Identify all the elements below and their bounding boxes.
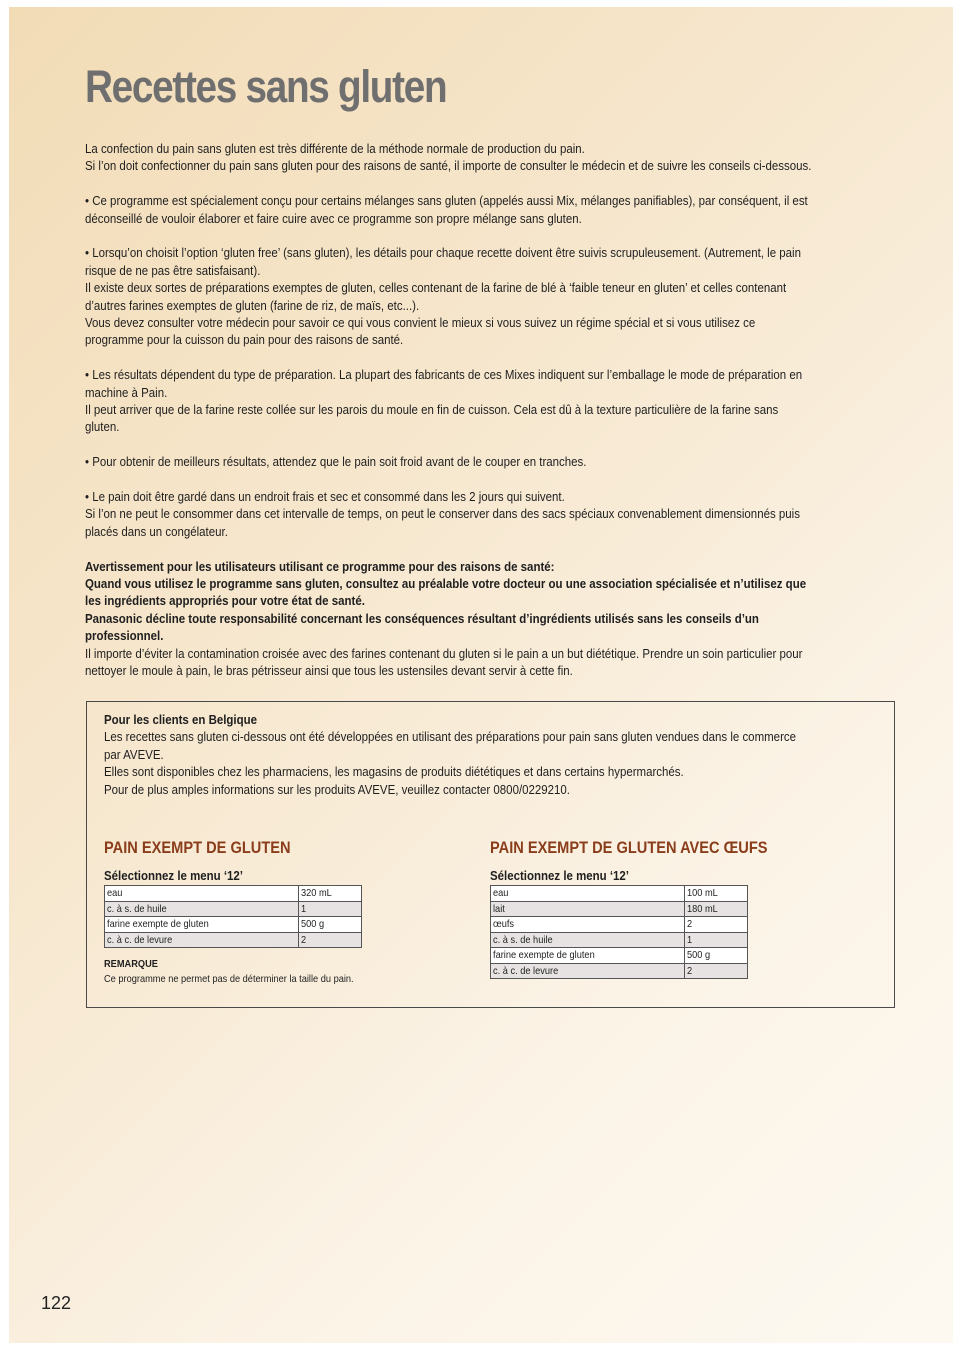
- belgium-notice: [104, 711, 884, 798]
- bullet-line: Vous devez consulter votre médecin pour savoir ce qui vous convient le mieux si vous suivez un régime spécial et si vous utilisez ce: [85, 315, 756, 331]
- bullet-line: d’autres farines exemptes de gluten (farine de riz, de maïs, etc...).: [85, 297, 420, 313]
- ingredient-quantity: 500 g: [299, 917, 362, 933]
- ingredient-quantity: 2: [299, 932, 362, 948]
- ingredients-table: [104, 885, 362, 948]
- bullet-line: • Le pain doit être gardé dans un endroit frais et sec et consommé dans les 2 jours qui suivent.: [85, 489, 565, 505]
- recipe-title: PAIN EXEMPT DE GLUTEN AVEC ŒUFS: [490, 838, 768, 857]
- ingredient-name: c. à s. de huile: [491, 932, 685, 948]
- ingredient-quantity: 1: [299, 901, 362, 917]
- belgium-line: par AVEVE.: [104, 746, 164, 762]
- menu-selection: Sélectionnez le menu ‘12’: [490, 868, 630, 883]
- bullet-item: [85, 453, 897, 470]
- ingredient-name: œufs: [491, 917, 685, 933]
- ingredient-quantity: 2: [685, 917, 748, 933]
- ingredient-quantity: 1: [685, 932, 748, 948]
- ingredient-name: c. à c. de levure: [491, 963, 685, 979]
- bullet-line: machine à Pain.: [85, 384, 168, 400]
- warning-line: professionnel.: [85, 628, 164, 644]
- ingredient-name: c. à c. de levure: [105, 932, 299, 948]
- table-row: [105, 932, 362, 948]
- ingredient-name: farine exempte de gluten: [105, 917, 299, 933]
- menu-selection: Sélectionnez le menu ‘12’: [104, 868, 244, 883]
- intro-paragraph: [85, 140, 897, 175]
- warning-line: Avertissement pour les utilisateurs utilisant ce programme pour des raisons de santé:: [85, 558, 555, 574]
- belgium-heading: Pour les clients en Belgique: [104, 712, 258, 727]
- belgium-line: Les recettes sans gluten ci-dessous ont été développées en utilisant des préparations pour pain sans gluten vendues dans le commerce: [104, 729, 797, 745]
- ingredient-name: eau: [491, 886, 685, 902]
- ingredient-quantity: 180 mL: [685, 901, 748, 917]
- intro-line: La confection du pain sans gluten est très différente de la méthode normale de production du pain.: [85, 141, 585, 156]
- bullet-line: déconseillé de vouloir élaborer et faire cuire avec ce programme son propre mélange sans gluten.: [85, 210, 582, 226]
- table-row: [491, 901, 748, 917]
- table-row: [105, 901, 362, 917]
- table-row: [491, 932, 748, 948]
- table-row: [491, 917, 748, 933]
- ingredients-table: [490, 885, 748, 979]
- ingredient-quantity: 500 g: [685, 948, 748, 964]
- ingredient-name: c. à s. de huile: [105, 901, 299, 917]
- recipes-box: [86, 701, 895, 1008]
- intro-line: Si l’on doit confectionner du pain sans gluten pour des raisons de santé, il importe de consulter le médecin et de suivre les conseils ci-dessous.: [85, 158, 812, 174]
- bullet-line: risque de ne pas être satisfaisant).: [85, 262, 261, 278]
- warning-note-line: nettoyer le moule à pain, le bras pétrisseur ainsi que tous les ustensiles devant servir à cette fin.: [85, 663, 573, 679]
- recipe-gluten-free-eggs: [490, 837, 813, 979]
- bullet-line: Il peut arriver que de la farine reste collée sur les parois du moule en fin de cuisson. Cela est dû à la texture particulière de la farine sans: [85, 402, 779, 418]
- bullet-line: • Lorsqu’on choisit l’option ‘gluten free’ (sans gluten), les détails pour chaque recette doivent être suivis scrupuleusement. (Autrement, le pain: [85, 245, 801, 261]
- remarque-text: Ce programme ne permet pas de déterminer la taille du pain.: [104, 973, 354, 985]
- bullet-line: • Pour obtenir de meilleurs résultats, attendez que le pain soit froid avant de le couper en tranches.: [85, 454, 587, 470]
- bullet-item: [85, 192, 897, 227]
- main-text: [85, 140, 897, 680]
- table-row: [491, 886, 748, 902]
- ingredient-name: lait: [491, 901, 685, 917]
- ingredient-quantity: 2: [685, 963, 748, 979]
- ingredient-quantity: 320 mL: [299, 886, 362, 902]
- ingredient-name: eau: [105, 886, 299, 902]
- ingredient-name: farine exempte de gluten: [491, 948, 685, 964]
- belgium-line: Pour de plus amples informations sur les produits AVEVE, veuillez contacter 0800/0229210.: [104, 781, 570, 797]
- remarque-heading: REMARQUE: [104, 958, 158, 970]
- belgium-line: Elles sont disponibles chez les pharmaciens, les magasins de produits diététiques et dans certains hypermarchés.: [104, 764, 684, 780]
- bullet-line: Il existe deux sortes de préparations exemptes de gluten, celles contenant de la farine de blé à ‘faible teneur en gluten’ et celles contenant: [85, 280, 787, 296]
- bullet-line: • Les résultats dépendent du type de préparation. La plupart des fabricants de ces Mixes indiquent sur l’emballage le mode de préparation en: [85, 367, 803, 383]
- page-number: 122: [41, 1293, 72, 1313]
- ingredient-quantity: 100 mL: [685, 886, 748, 902]
- bullet-line: placés dans un congélateur.: [85, 523, 228, 539]
- warning-line: Quand vous utilisez le programme sans gluten, consultez au préalable votre docteur ou une association spécialisée et n’utilisez que: [85, 576, 807, 592]
- bullet-line: gluten.: [85, 419, 120, 435]
- warning-paragraph: [85, 558, 897, 680]
- table-row: [105, 917, 362, 933]
- bullet-line: • Ce programme est spécialement conçu pour certains mélanges sans gluten (appelés aussi Mix, mélanges panifiables), par conséquent, il est: [85, 193, 808, 209]
- warning-line: Panasonic décline toute responsabilité concernant les conséquences résultant d’ingrédients utilisés sans les conseils d’un: [85, 610, 759, 626]
- warning-note-line: Il importe d’éviter la contamination croisée avec des farines contenant du gluten si le pain a un but diététique. Prendre un soin particulier pour: [85, 645, 803, 661]
- bullet-item: [85, 488, 897, 540]
- recipe-gluten-free: [104, 837, 388, 985]
- bullet-line: Si l’on ne peut le consommer dans cet intervalle de temps, on peut le conserver dans des sacs spéciaux convenablement dimensionnés puis: [85, 506, 800, 522]
- bullet-item: [85, 244, 897, 348]
- warning-line: les ingrédients appropriés pour votre état de santé.: [85, 593, 365, 609]
- page-title: Recettes sans gluten: [85, 61, 447, 112]
- table-row: [105, 886, 362, 902]
- bullet-item: [85, 366, 897, 436]
- bullet-line: programme pour la cuisson du pain pour des raisons de santé.: [85, 332, 404, 348]
- table-row: [491, 948, 748, 964]
- page: [9, 7, 953, 1343]
- recipe-title: PAIN EXEMPT DE GLUTEN: [104, 838, 291, 857]
- table-row: [491, 963, 748, 979]
